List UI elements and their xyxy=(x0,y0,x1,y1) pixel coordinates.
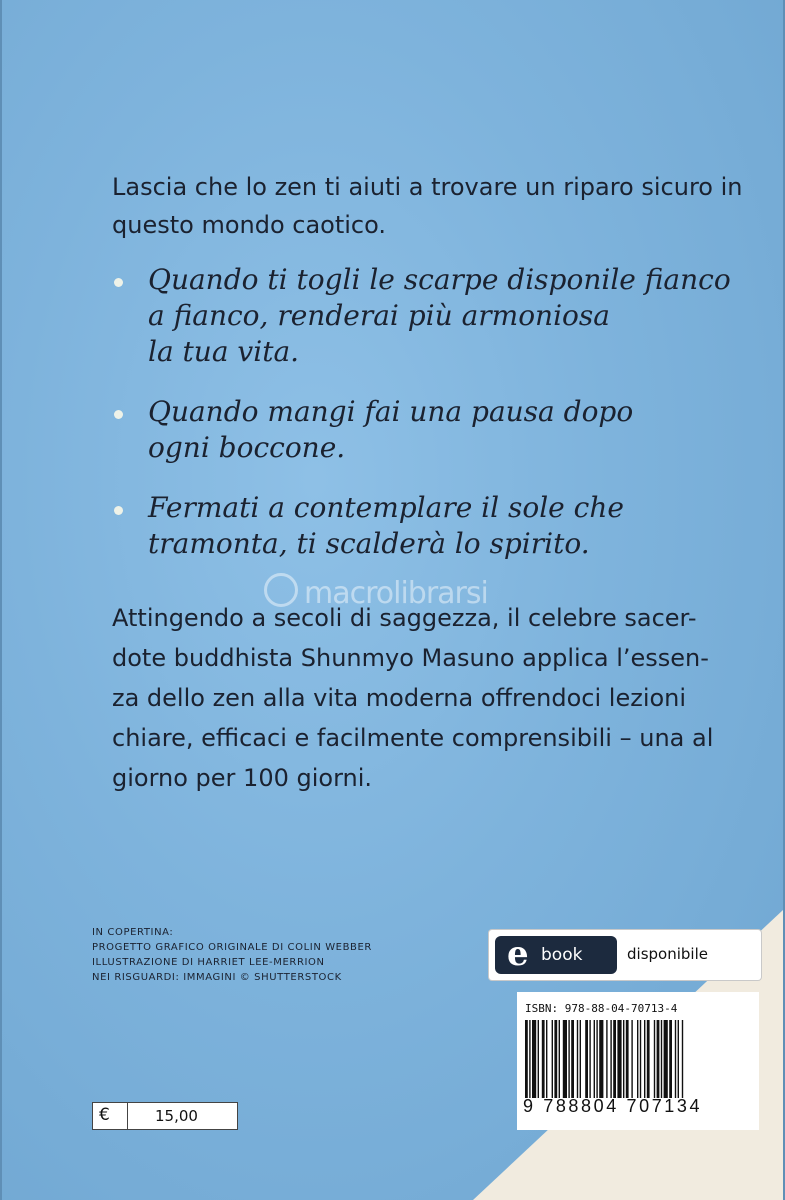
barcode-bar xyxy=(568,1020,569,1098)
barcode-bar xyxy=(563,1020,567,1098)
ebook-available-label xyxy=(489,930,761,980)
barcode-bar xyxy=(657,1020,660,1098)
barcode-bar xyxy=(585,1020,588,1098)
ebook-e-icon: e xyxy=(507,934,529,974)
description-text: Attingendo a secoli di saggezza, il celebre sacer- dote buddhista Shunmyo Masuno applica l’essen- za dello zen alla vita moderna offrendoci lezioni chiare, efficaci e facilmente comprensibili – una al giorno per 100 giorni. xyxy=(112,604,714,792)
barcode-bar xyxy=(640,1020,641,1098)
bullet-dot-icon xyxy=(114,278,123,287)
barcode-bar xyxy=(559,1020,560,1098)
credit-line: IN COPERTINA: xyxy=(92,927,174,938)
list-item xyxy=(112,490,752,562)
barcode-bar xyxy=(599,1020,603,1098)
ebook-badge xyxy=(495,936,617,974)
barcode-bar xyxy=(644,1020,645,1098)
currency-symbol: € xyxy=(99,1105,110,1125)
barcode-bar xyxy=(623,1020,624,1098)
price-divider xyxy=(127,1103,128,1129)
credit-line: NEI RISGUARDI: IMMAGINI © SHUTTERSTOCK xyxy=(92,972,342,983)
list-item xyxy=(112,394,752,466)
ean-digits: 9 788804 707134 xyxy=(523,1096,703,1116)
barcode-bar xyxy=(631,1020,632,1098)
barcode-bar xyxy=(682,1020,683,1098)
barcode-bar xyxy=(577,1020,578,1098)
barcode-bar xyxy=(606,1020,607,1098)
watermark-text: macrolibrarsi xyxy=(304,576,488,611)
barcode-bar xyxy=(532,1020,536,1098)
barcode-bar xyxy=(542,1020,545,1098)
ebook-available-text: disponibile xyxy=(627,945,708,963)
barcode-bar xyxy=(661,1020,662,1098)
barcode-bar xyxy=(529,1020,530,1098)
barcode-label xyxy=(517,992,759,1130)
ebook-word: book xyxy=(541,945,583,965)
barcode-bar xyxy=(637,1020,638,1098)
tip-text: Quando mangi fai una pausa dopo ogni boccone. xyxy=(148,395,634,464)
price-label xyxy=(92,1102,238,1130)
barcode-bar xyxy=(538,1020,539,1098)
zen-tips-list xyxy=(112,262,752,586)
barcode-bar xyxy=(669,1020,672,1098)
bullet-dot-icon xyxy=(114,410,123,419)
barcode-bar xyxy=(617,1020,621,1098)
barcode-bar xyxy=(594,1020,595,1098)
cover-credits xyxy=(92,925,372,985)
list-item xyxy=(112,262,752,370)
barcode-bar xyxy=(596,1020,597,1098)
barcode-bar xyxy=(647,1020,650,1098)
barcode-bars xyxy=(525,1020,751,1098)
price-value: 15,00 xyxy=(155,1107,198,1125)
bullet-dot-icon xyxy=(114,506,123,515)
barcode-bar xyxy=(552,1020,553,1098)
isbn-text: ISBN: 978-88-04-70713-4 xyxy=(525,1002,678,1015)
barcode-bar xyxy=(678,1020,679,1098)
barcode-bar xyxy=(589,1020,590,1098)
credit-line: ILLUSTRAZIONE DI HARRIET LEE-MERRION xyxy=(92,957,325,968)
barcode-bar xyxy=(571,1020,574,1098)
barcode-bar xyxy=(580,1020,581,1098)
barcode-bar xyxy=(675,1020,676,1098)
barcode-bar xyxy=(664,1020,668,1098)
barcode-bar xyxy=(610,1020,611,1098)
barcode-bar xyxy=(554,1020,557,1098)
barcode-bar xyxy=(525,1020,528,1098)
barcode-bar xyxy=(613,1020,616,1098)
tip-text: Quando ti togli le scarpe disponile fianco a fianco, renderai più armoniosa la tua vita. xyxy=(148,263,731,368)
barcode-bar xyxy=(654,1020,655,1098)
tip-text: Fermati a contemplare il sole che tramonta, ti scalderà lo spirito. xyxy=(148,491,624,560)
credit-line: PROGETTO GRAFICO ORIGINALE DI COLIN WEBBER xyxy=(92,942,372,953)
barcode-bar xyxy=(546,1020,547,1098)
intro-text: Lascia che lo zen ti aiuti a trovare un riparo sicuro in questo mondo caotico. xyxy=(112,173,743,239)
barcode-bar xyxy=(626,1020,629,1098)
